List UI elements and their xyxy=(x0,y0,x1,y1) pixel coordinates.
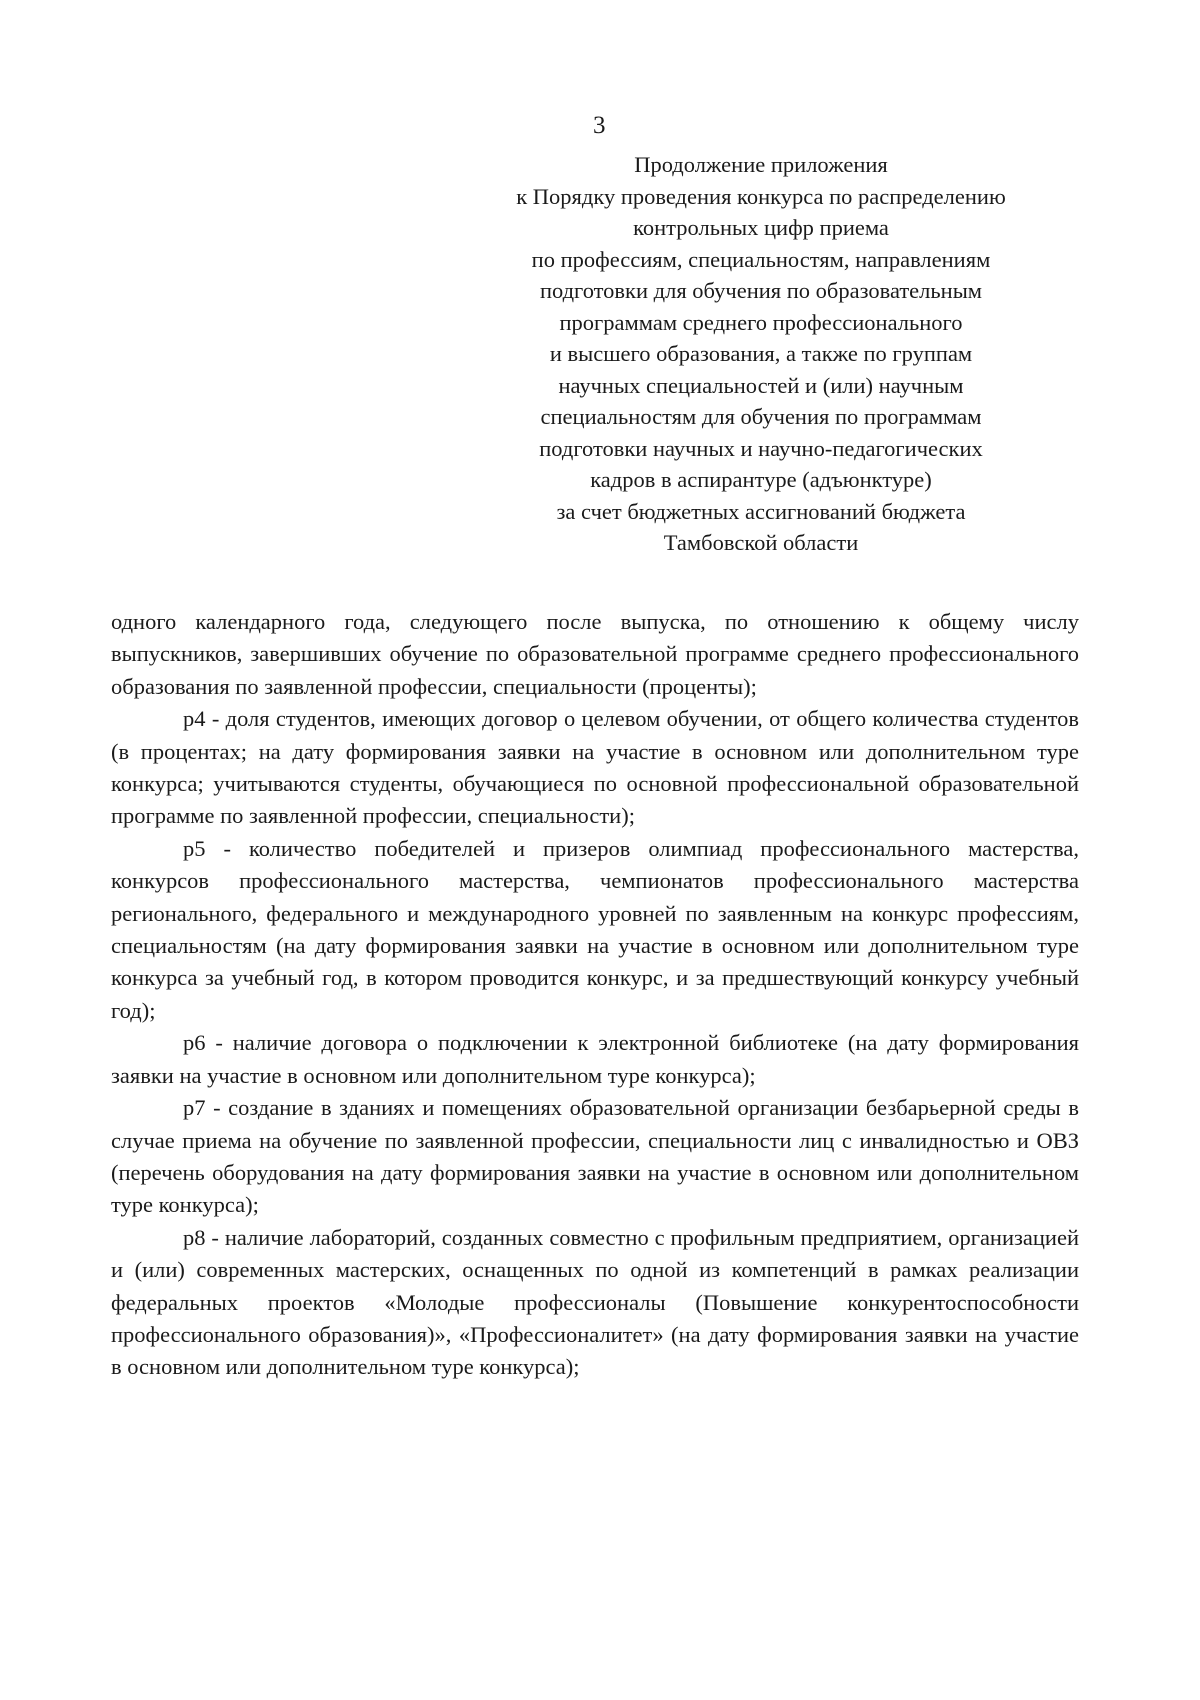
paragraph-p4 xyxy=(111,703,1079,833)
paragraph-marker: p4 xyxy=(183,706,206,732)
appendix-header-line: по профессиям, специальностям, направлениям xyxy=(531,246,991,272)
paragraph-continuation xyxy=(111,606,1079,703)
paragraph-text: - наличие договора о подключении к электронной библиотеке (на дату формирования заявки на участие в основном или дополнительном туре конкурса); xyxy=(111,1030,1079,1088)
appendix-header-line: Тамбовской области xyxy=(663,530,859,555)
paragraph-marker: p7 xyxy=(183,1095,206,1121)
appendix-header-line: и высшего образования, а также по группам xyxy=(549,341,973,366)
paragraph-text: - наличие лабораторий, созданных совместно с профильным предприятием, организацией и (или) современных мастерских, оснащенных по одной из компетенций в рамках реализации федеральных проектов «Молодые профессионалы (Повышение конкурентоспособности профессионального образования)», «Профессионалитет» (на дату формирования заявки на участие в основном или дополнительном туре конкурса); xyxy=(111,1224,1079,1380)
paragraph-text: - создание в зданиях и помещениях образовательной организации безбарьерной среды в случае приема на обучение по заявленной профессии, специальности лиц с инвалидностью и ОВЗ (перечень оборудования на дату формирования заявки на участие в основном или дополнительном туре конкурса); xyxy=(111,1095,1079,1218)
appendix-header-line: за счет бюджетных ассигнований бюджета xyxy=(556,498,966,524)
appendix-header-line: научных специальностей и (или) научным xyxy=(558,372,964,398)
appendix-header-line: специальностям для обучения по программам xyxy=(540,404,982,429)
paragraph-text: - доля студентов, имеющих договор о целевом обучении, от общего количества студентов (в процентах; на дату формирования заявки на участие в основном или дополнительном туре конкурса; учитываются студенты, обучающиеся по основной профессиональной образовательной программе по заявленной профессии, специальности); xyxy=(111,706,1079,829)
paragraph-text: - количество победителей и призеров олимпиад профессионального мастерства, конкурсов профессионального мастерства, чемпионатов профессионального мастерства регионального, федерального и международного уровней по заявленным на конкурс профессиям, специальностям (на дату формирования заявки на участие в основном или дополнительном туре конкурса за учебный год, в котором проводится конкурс, и за предшествующий конкурсу учебный год); xyxy=(111,835,1079,1023)
paragraph-text: одного календарного года, следующего после выпуска, по отношению к общему числу выпускников, завершивших обучение по образовательной программе среднего профессионального образования по заявленной профессии, специальности (проценты); xyxy=(111,609,1079,699)
paragraph-marker: p8 xyxy=(183,1224,206,1250)
appendix-header-line: к Порядку проведения конкурса по распределению xyxy=(516,183,1006,209)
appendix-header-line: Продолжение приложения xyxy=(634,152,888,177)
paragraph-p8 xyxy=(111,1222,1079,1384)
paragraph-p6 xyxy=(111,1027,1079,1092)
document-body xyxy=(111,606,1079,1384)
paragraph-p5 xyxy=(111,833,1079,1027)
appendix-header xyxy=(456,149,1066,559)
paragraph-marker: p6 xyxy=(183,1030,206,1056)
appendix-header-line: кадров в аспирантуре (адъюнктуре) xyxy=(590,467,932,492)
paragraph-marker: p5 xyxy=(183,835,206,861)
paragraph-p7 xyxy=(111,1092,1079,1222)
page-number: 3 xyxy=(593,112,606,139)
appendix-header-line: подготовки для обучения по образовательным xyxy=(539,278,983,303)
appendix-header-line: подготовки научных и научно-педагогических xyxy=(539,435,983,461)
appendix-header-line: контрольных цифр приема xyxy=(633,215,889,240)
appendix-header-line: программам среднего профессионального xyxy=(559,309,963,335)
